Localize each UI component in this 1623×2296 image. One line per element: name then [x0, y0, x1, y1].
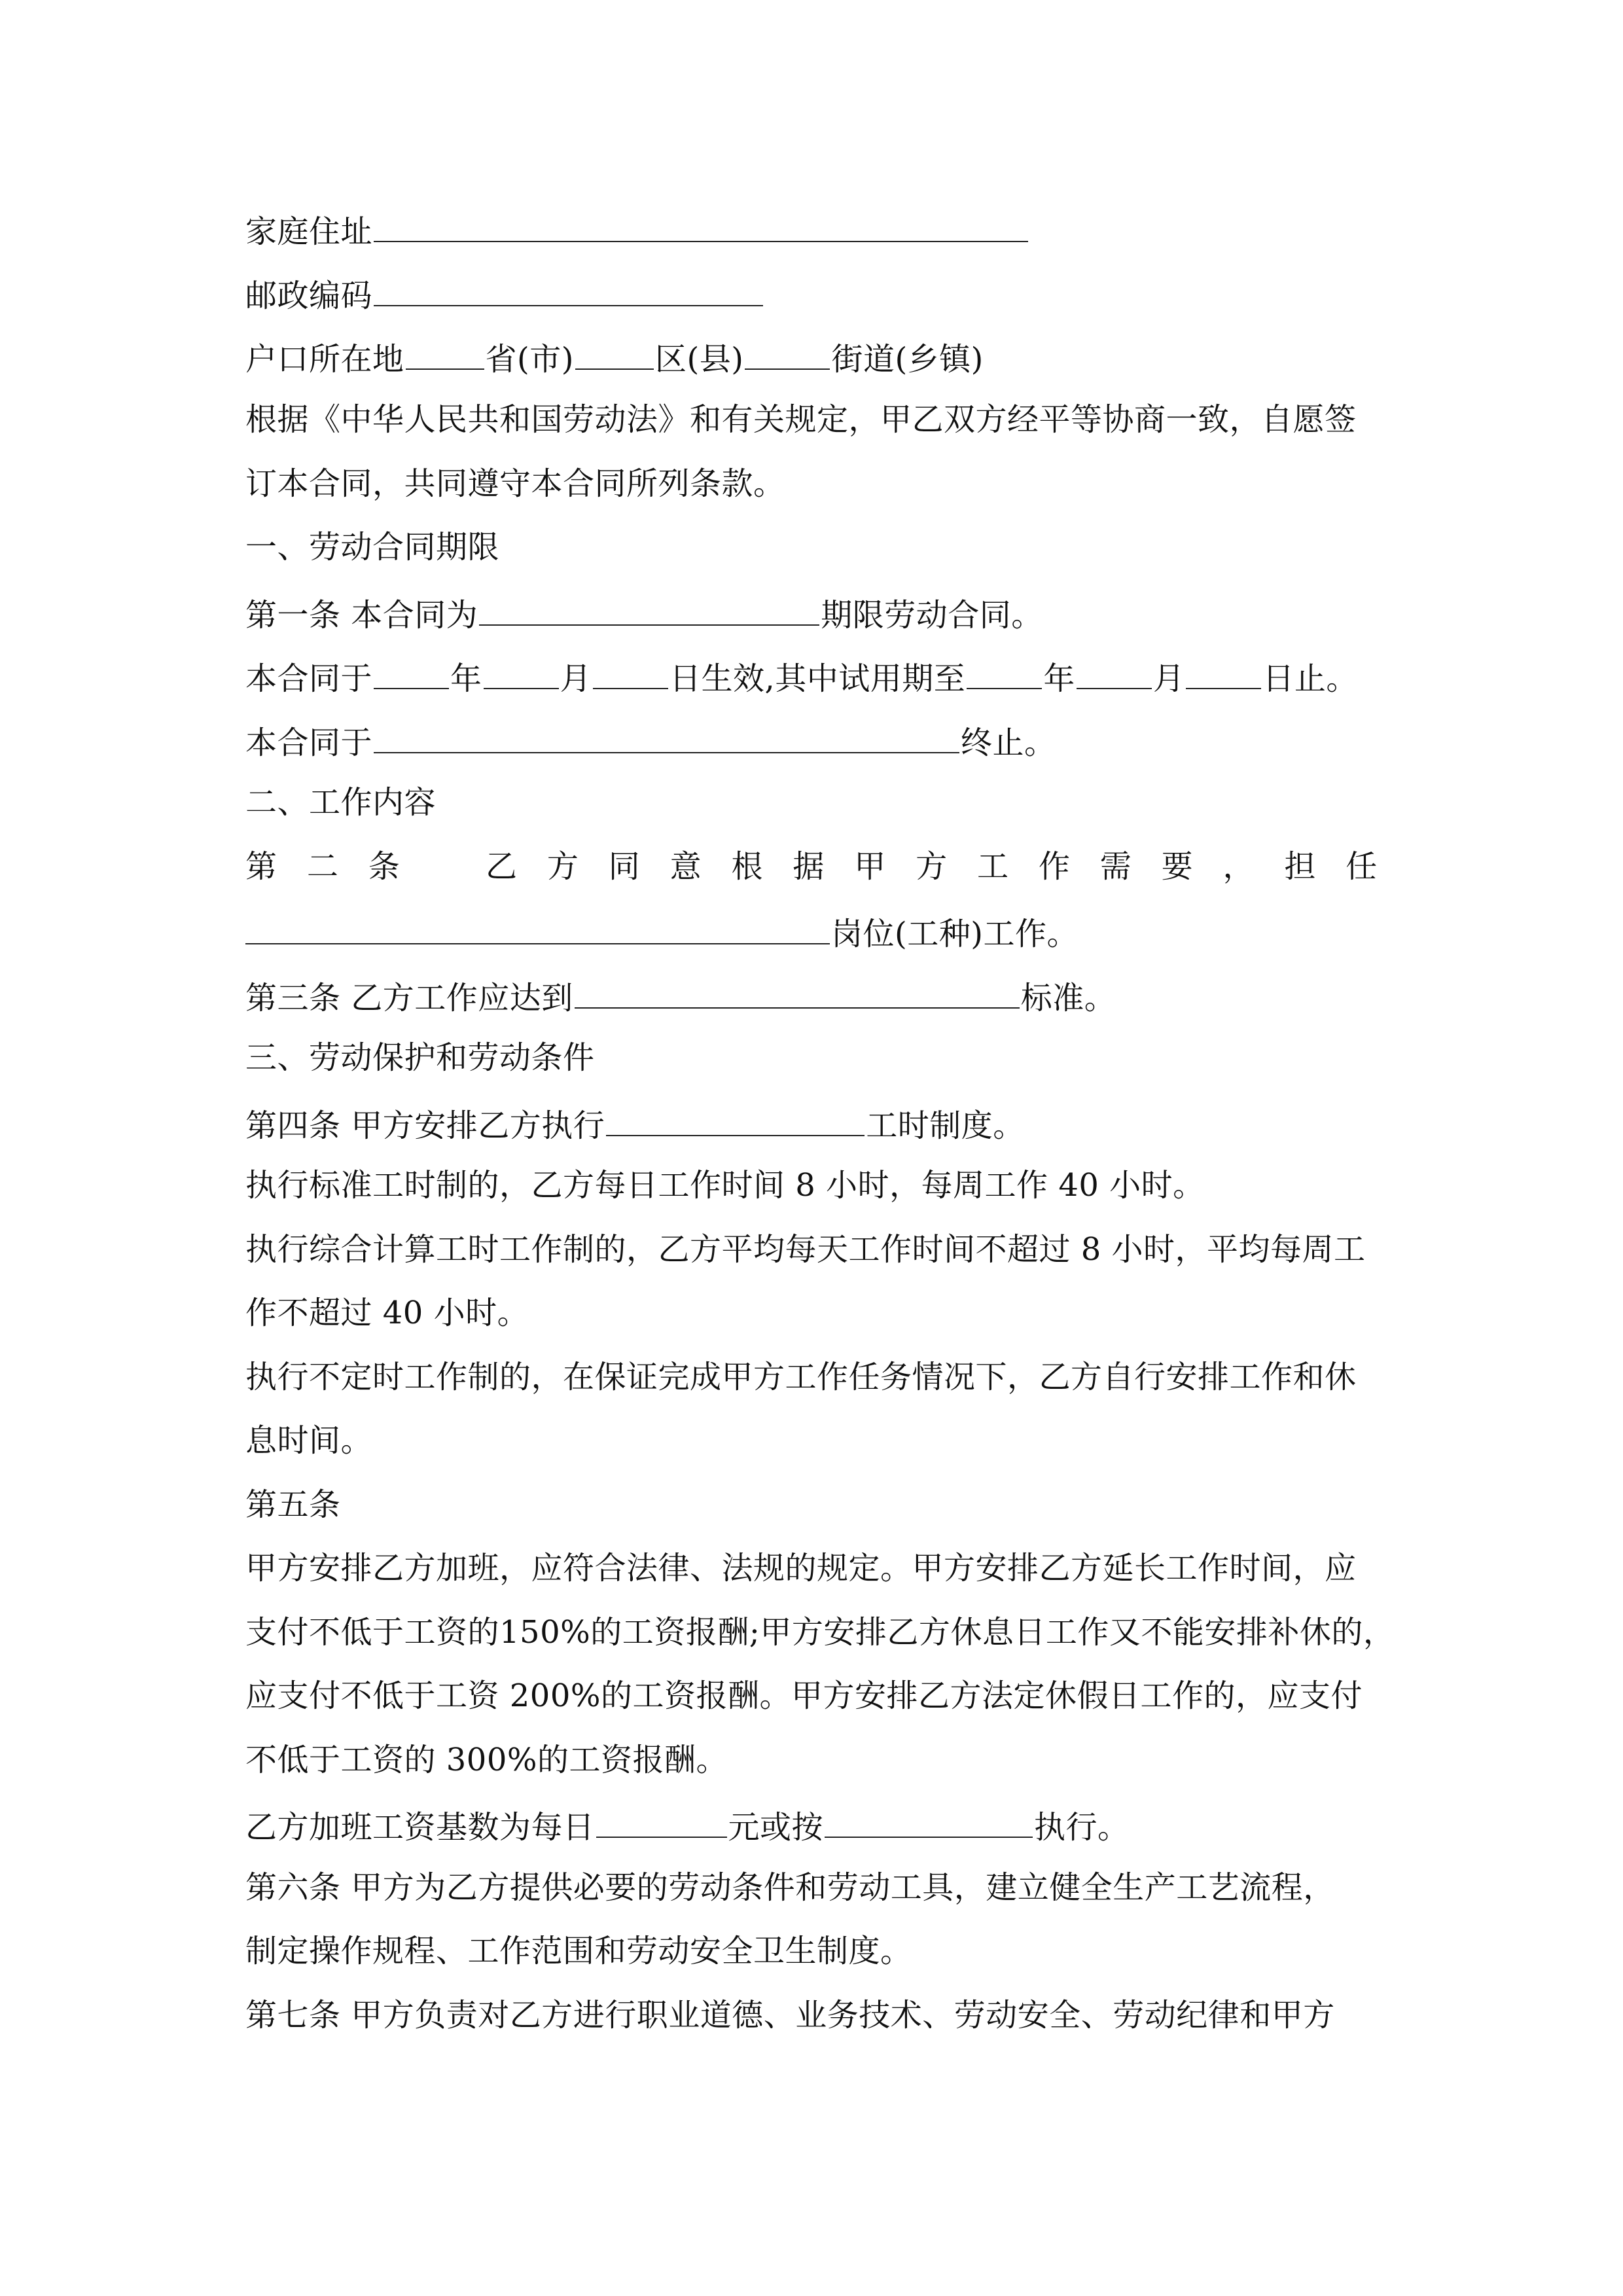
article-2-char: 任 [1346, 848, 1378, 885]
article-4-prefix: 第四条 甲方安排乙方执行 [245, 1107, 605, 1144]
hukou-province-blank[interactable] [406, 332, 484, 370]
overtime-line-3: 应支付不低于工资 200%的工资报酬。甲方安排乙方法定休假日工作的，应支付 [245, 1677, 1363, 1714]
article-2-char: 乙 [485, 848, 518, 885]
overtime-base-mid: 元或按 [728, 1809, 824, 1846]
article-2-char: 要 [1161, 848, 1194, 885]
trial-year-blank[interactable] [967, 651, 1042, 689]
article-7-line-1: 第七条 甲方负责对乙方进行职业道德、业务技术、劳动安全、劳动纪律和甲方 [245, 1997, 1335, 2034]
article-2-char: ， [1222, 848, 1255, 885]
daily-wage-blank[interactable] [596, 1800, 727, 1838]
start-year-blank[interactable] [374, 651, 449, 689]
article-2-char: 条 [368, 848, 401, 885]
termination-suffix: 终止。 [961, 725, 1056, 761]
article-6-line-1: 第六条 甲方为乙方提供必要的劳动条件和劳动工具，建立健全生产工艺流程， [245, 1869, 1335, 1906]
overtime-base-suffix: 执行。 [1034, 1809, 1130, 1846]
article-3-prefix: 第三条 乙方工作应达到 [245, 980, 573, 1016]
article-2-char: 需 [1099, 848, 1132, 885]
article-6-line-2: 制定操作规程、工作范围和劳动安全卫生制度。 [245, 1933, 912, 1969]
article-2-char: 意 [669, 848, 702, 885]
article-3-row [245, 971, 1116, 1018]
postal-code-blank[interactable] [374, 268, 763, 306]
trial-month-blank[interactable] [1077, 651, 1152, 689]
hukou-label: 户口所在地 [245, 341, 404, 378]
hukou-row [245, 332, 984, 379]
article-4-suffix: 工时制度。 [866, 1107, 1025, 1144]
overtime-line-1: 甲方安排乙方加班，应符合法律、法规的规定。甲方安排乙方延长工作时间，应 [245, 1550, 1357, 1587]
article-2-char: 作 [1038, 848, 1071, 885]
article-2-line-1 [245, 843, 1378, 890]
start-month-blank[interactable] [484, 651, 559, 689]
article-2-char: 据 [793, 848, 825, 885]
standard-hours-line: 执行标准工时制的，乙方每日工作时间 8 小时，每周工作 40 小时。 [245, 1167, 1205, 1204]
year-label: 年 [450, 660, 482, 697]
hukou-street-blank[interactable] [745, 332, 830, 370]
overtime-base-prefix: 乙方加班工资基数为每日 [245, 1809, 595, 1846]
section-2-heading: 二、工作内容 [245, 784, 437, 821]
article-1-row [245, 588, 1043, 635]
overtime-base-row [245, 1800, 1130, 1847]
comprehensive-hours-line-1: 执行综合计算工时工作制的，乙方平均每天工作时间不超过 8 小时，平均每周工 [245, 1231, 1366, 1268]
effective-date-row [245, 651, 1358, 698]
flexible-hours-line-1: 执行不定时工作制的，在保证完成甲方工作任务情况下，乙方自行安排工作和休 [245, 1359, 1357, 1395]
article-1-suffix: 期限劳动合同。 [821, 597, 1043, 634]
article-2-char: 甲 [854, 848, 886, 885]
section-1-heading: 一、劳动合同期限 [245, 529, 500, 565]
home-address-label: 家庭住址 [245, 213, 373, 250]
work-standard-blank[interactable] [575, 971, 1020, 1009]
hukou-district-blank[interactable] [575, 332, 654, 370]
article-2-char: 根 [731, 848, 763, 885]
article-2-char: 担 [1284, 848, 1316, 885]
termination-prefix: 本合同于 [245, 725, 373, 761]
effective-date-start: 本合同于 [245, 660, 373, 697]
position-blank[interactable] [245, 906, 830, 944]
working-hours-blank[interactable] [606, 1098, 865, 1136]
article-2-char: 方 [546, 848, 579, 885]
preamble-line-1: 根据《中华人民共和国劳动法》和有关规定，甲乙双方经平等协商一致，自愿签 [245, 401, 1357, 438]
home-address-row [245, 204, 1029, 251]
article-3-suffix: 标准。 [1020, 980, 1116, 1016]
district-label: 区(县) [654, 341, 744, 378]
start-day-blank[interactable] [593, 651, 668, 689]
home-address-blank[interactable] [374, 204, 1028, 242]
trial-year-label: 年 [1043, 660, 1075, 697]
article-2-line-2 [245, 906, 1079, 954]
day-end-label: 日止。 [1262, 660, 1358, 697]
postal-code-label: 邮政编码 [245, 278, 373, 314]
termination-row [245, 715, 1056, 762]
trial-month-label: 月 [1152, 660, 1185, 697]
article-2-char: 工 [976, 848, 1009, 885]
province-label: 省(市) [485, 341, 574, 378]
effective-label: 日生效,其中试用期至 [669, 660, 966, 697]
flexible-hours-line-2: 息时间。 [245, 1422, 373, 1459]
wage-basis-blank[interactable] [825, 1800, 1033, 1838]
preamble-line-2: 订本合同，共同遵守本合同所列条款。 [245, 465, 785, 502]
overtime-line-2: 支付不低于工资的150%的工资报酬;甲方安排乙方休息日工作又不能安排补休的， [245, 1614, 1395, 1651]
article-2-char: 二 [306, 848, 339, 885]
article-2-char: 方 [916, 848, 948, 885]
article-4-row [245, 1098, 1025, 1145]
article-2-gap [430, 843, 456, 890]
article-2-char: 同 [608, 848, 641, 885]
article-5-heading: 第五条 [245, 1486, 341, 1523]
overtime-line-4: 不低于工资的 300%的工资报酬。 [245, 1742, 728, 1778]
article-2-suffix: 岗位(工种)工作。 [831, 916, 1079, 952]
street-label: 街道(乡镇) [831, 341, 984, 378]
month-label: 月 [560, 660, 592, 697]
postal-code-row [245, 268, 764, 315]
section-3-heading: 三、劳动保护和劳动条件 [245, 1039, 595, 1076]
trial-day-blank[interactable] [1186, 651, 1261, 689]
contract-term-blank[interactable] [479, 588, 819, 626]
termination-blank[interactable] [374, 715, 959, 753]
article-1-prefix: 第一条 本合同为 [245, 597, 478, 634]
article-2-char: 第 [245, 848, 277, 885]
comprehensive-hours-line-2: 作不超过 40 小时。 [245, 1295, 529, 1331]
